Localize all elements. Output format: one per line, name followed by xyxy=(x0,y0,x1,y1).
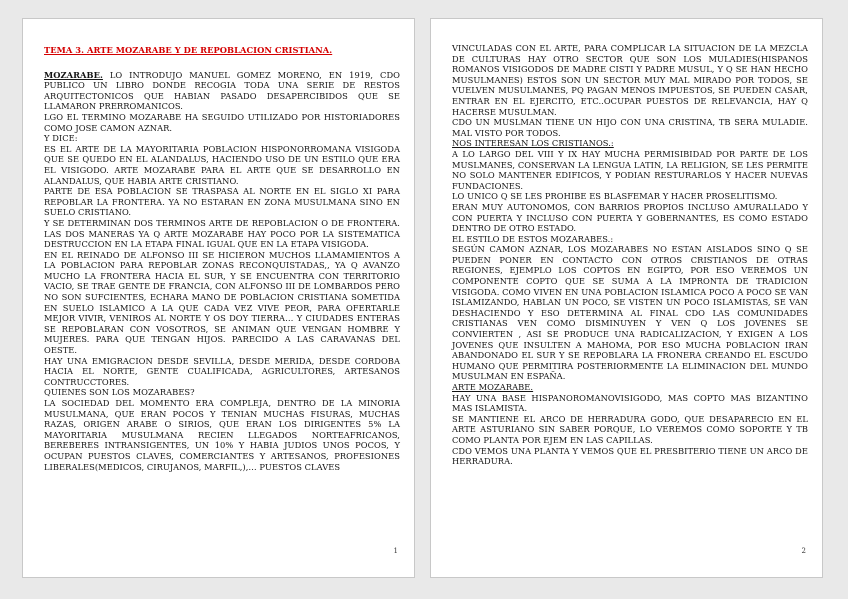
paragraph: A LO LARGO DEL VIII Y IX HAY MUCHA PERMISIBIDAD POR PARTE DE LOS MUSLMANES, CONSERVAN LA LENGUA LATIN, LA RELIGION, SE LES PERMITE NO SOLO MANTENER EDIFICOS, Y PODIAN RESTURARLOS Y HACER NUEVAS FUNDACIONES. xyxy=(452,148,808,191)
paragraph: SEGÚN CAMON AZNAR, LOS MOZARABES NO ESTAN AISLADOS SINO Q SE PUEDEN PONER EN CONTACTO CON OTROS CRISTIANOS DE OTRAS REGIONES, EJEMPLO LOS COPTOS EN EGIPTO, POR ESO VEREMOS UN COMPONENTE COPTO QUE SE SUMA A LA IMPRONTA DE TRADICION VISIGODA. COMO VIVEN EN UNA POBLACION ISLAMICA POCO A POCO SE VAN ISLAMIZANDO, HABLAN UN POCO, SE VISTEN UN POCO ISLAMISTAS, SE VAN DESHACIENDO Y ESO DETERMINA AL FINAL CDO LAS COMUNIDADES CRISTIANAS VEN COMO DISMINUYEN Y VEN Q LOS JOVENES SE CONVIERTEN , ASI SE PRODUCE UNA RADICALIZACION, Y EXIGEN A LOS JOVENES QUE INSULTEN A MAHOMA, POR ESO MUCHA POBLACION IRAN ABANDONADO EL SUR Y SE REPOBLARA LA FRONERA CREANDO EL ESCUDO HUMANO QUE PERMITIRA POSTERIORMENTE LA ELIMINACION DEL MUNDO MUSULMAN EN ESPAÑA. xyxy=(452,244,808,382)
page-2-text xyxy=(452,43,808,467)
paragraph: LA SOCIEDAD DEL MOMENTO ERA COMPLEJA, DENTRO DE LA MINORIA MUSULMANA, QUE ERAN POCOS Y TENIAN MUCHAS FISURAS, MUCHAS RAZAS, ORIGEN ARABE O SIRIOS, QUE ERAN LOS DIRIGENTES 5% LA MAYORITARIA MUSULMANA RECIEN LLEGADOS NORTEAFRICANOS, BEREBERES INTRANSIGENTES, UN 10% Y HABIA JUDIOS UNOS POCOS, Y OCUPAN PUESTOS CLAVES, COMERCIANTES Y ARTESANOS, PROFESIONES LIBERALES(MEDICOS, CIRUJANOS, MARFIL,),… PUESTOS CLAVES xyxy=(44,398,400,472)
page-number: 1 xyxy=(393,547,398,555)
document-title: TEMA 3. ARTE MOZARABE Y DE REPOBLACION CRISTIANA. xyxy=(44,45,333,55)
paragraph: CDO VEMOS UNA PLANTA Y VEMOS QUE EL PRESBITERIO TIENE UN ARCO DE HERRADURA. xyxy=(452,445,808,467)
paragraph: LO UNICO Q SE LES PROHIBE ES BLASFEMAR Y HACER PROSELITISMO. xyxy=(452,191,778,202)
section-heading: EL ESTILO DE ESTOS MOZARABES.: xyxy=(452,233,614,244)
paragraph xyxy=(44,70,400,112)
paragraph: QUIENES SON LOS MOZARABES? xyxy=(44,387,195,398)
section-heading: NOS INTERESAN LOS CRISTIANOS.: xyxy=(452,138,614,149)
document-page-1 xyxy=(22,18,415,578)
paragraph: Y DICE: xyxy=(44,133,78,144)
page-number: 2 xyxy=(801,547,806,555)
paragraph: HAY UNA EMIGRACION DESDE SEVILLA, DESDE MERIDA, DESDE CORDOBA HACIA EL NORTE, GENTE CUALIFICADA, AGRICULTORES, ARTESANOS CONTRUCCTORES. xyxy=(44,355,400,387)
page-1-text xyxy=(44,45,400,472)
paragraph: LGO EL TERMINO MOZARABE HA SEGUIDO UTILIZADO POR HISTORIADORES COMO JOSE CAMON AZNAR. xyxy=(44,111,400,133)
paragraph: EN EL REINADO DE ALFONSO III SE HICIERON MUCHOS LLAMAMIENTOS A LA POBLACION PARA REPOBLAR ZONAS RECONQUISTADAS,, YA Q AVANZO MUCHO LA FRONTERA HACIA EL SUR, Y SE ENCUENTRA CON TERRITORIO VACIO, SE TRAE GENTE DE FRANCIA, CON ALFONSO III DE LOMBARDOS PERO NO SON SUFCIENTES, ECHARA MANO DE POBLACION CRISTIANA SOMETIDA EN SUELO ISLAMICO A LA QUE CADA VEZ VIVE PEOR, PARA OFERTARLE MEJOR VIVIR, VENIROS AL NORTE Y OS DOY TIERRA… Y CIUDADES ENTERAS SE REPOBLARAN CON VOSOTROS, SE ANIMAN QUE VENGAN HOMBRE Y MUJERES. PARA QUE TENGAN HIJOS. PARECIDO A LAS CARAVANAS DEL OESTE. xyxy=(44,249,400,356)
paragraph: SE MANTIENE EL ARCO DE HERRADURA GODO, QUE DESAPARECIO EN EL ARTE ASTURIANO SIN SABER PORQUE, LO VEREMOS COMO SOPORTE Y TB COMO PLANTA POR EJEM EN LAS CAPILLAS. xyxy=(452,413,808,445)
paragraph: PARTE DE ESA POBLACION SE TRASPASA AL NORTE EN EL SIGLO XI PARA REPOBLAR LA FRONTERA. YA NO ESTARAN EN ZONA MUSULMANA SINO EN SUELO CRISTIANO. xyxy=(44,186,400,218)
document-page-2 xyxy=(430,18,823,578)
section-heading: ARTE MOZARABE. xyxy=(452,382,534,392)
paragraph: CDO UN MUSLMAN TIENE UN HIJO CON UNA CRISTINA, TB SERA MULADIE. MAL VISTO POR TODOS. xyxy=(452,117,808,138)
paragraph: VINCULADAS CON EL ARTE, PARA COMPLICAR LA SITUACION DE LA MEZCLA DE CULTURAS HAY OTRO SECTOR QUE SON LOS MULADIES(HISPANOS ROMANOS VISIGODOS DE MADRE CISTI Y PADRE MUSUL, Y Q SE HAN HECHO MUSULMANES) ESTOS SON UN SECTOR MUY MAL MIRADO POR TODOS, SE VUELVEN MUSULMANES, PQ PAGAN MENOS IMPUESTOS, SE PUEDEN CASAR, ENTRAR EN EL EJERCITO, ETC..OCUPAR PUESTOS DE RELEVANCIA, HAY Q HACERSE MUSULMAN. xyxy=(452,43,808,117)
paragraph: ES EL ARTE DE LA MAYORITARIA POBLACION HISPONORROMANA VISIGODA QUE SE QUEDO EN EL ALANDALUS, HACIENDO USO DE UN ESTILO QUE ERA EL VISIGODO. ARTE MOZARABE PARA EL ARTE QUE SE DESARROLLO EN ALANDALUS, QUE HABIA ARTE CRISTIANO. xyxy=(44,143,400,186)
paragraph-text: LO INTRODUJO MANUEL GOMEZ MORENO, EN 1919, CDO PUBLICO UN LIBRO DONDE RECOGIA TODA UNA SERIE DE RESTOS ARQUITECTONICOS QUE HABIAN PASADO DESAPERCIBIDOS QUE SE LLAMARON PRERROMANICOS. xyxy=(44,69,400,112)
section-label-mozarabe: MOZARABE. xyxy=(44,69,103,80)
paragraph: Y SE DETERMINAN DOS TERMINOS ARTE DE REPOBLACION O DE FRONTERA. LAS DOS MANERAS YA Q ARTE MOZARABE HAY POCO POR LA SISTEMATICA DESTRUCCION EN LA ETAPA FINAL IGUAL QUE EN LA ETAPA VISIGODA. xyxy=(44,217,400,250)
paragraph: HAY UNA BASE HISPANOROMANOVISIGODO, MAS COPTO MAS BIZANTINO MAS ISLAMISTA. xyxy=(452,392,808,414)
paragraph: ERAN MUY AUTONOMOS, CON BARRIOS PROPIOS INCLUSO AMURALLADO Y CON PUERTA Y INCLUSO CON PUERTA Y GOBERNANTES, ES COMO ESTADO DENTRO DE OTRO ESTADO. xyxy=(452,201,808,234)
